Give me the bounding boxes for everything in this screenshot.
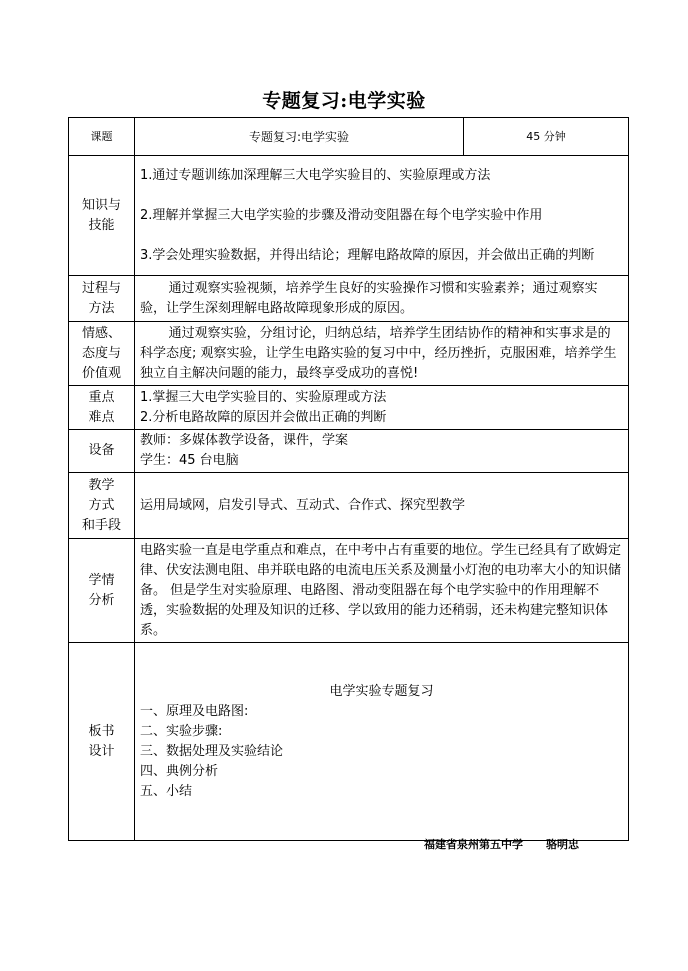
page-title: 专题复习:电学实验 bbox=[262, 90, 426, 112]
keypoint-item: 1.掌握三大电学实验目的、实验原理或方法 bbox=[140, 389, 387, 405]
board-item: 三、数据处理及实验结论 bbox=[140, 743, 284, 759]
row-analysis bbox=[69, 539, 629, 643]
keypoints-label bbox=[69, 386, 135, 430]
row-keypoints bbox=[69, 386, 629, 430]
board-item: 四、典例分析 bbox=[140, 763, 219, 779]
keypoint-item: 2.分析电路故障的原因并会做出正确的判断 bbox=[140, 409, 387, 425]
process-label bbox=[69, 276, 135, 322]
topic-label: 课题 bbox=[69, 118, 135, 156]
emotion-label bbox=[69, 322, 135, 386]
footer-author: 骆明忠 bbox=[545, 838, 579, 851]
method-label bbox=[69, 473, 135, 539]
row-topic bbox=[69, 118, 629, 156]
row-knowledge bbox=[69, 156, 629, 276]
board-item: 二、实验步骤: bbox=[140, 723, 223, 739]
knowledge-item: 2.理解并掌握三大电学实验的步骤及滑动变阻器在每个电学实验中作用 bbox=[140, 207, 543, 223]
equipment-content bbox=[135, 430, 629, 473]
board-content bbox=[135, 643, 629, 841]
equipment-label-text: 设备 bbox=[88, 443, 115, 458]
row-equipment bbox=[69, 430, 629, 473]
board-label bbox=[69, 643, 135, 841]
board-label-text: 板书 设计 bbox=[88, 723, 115, 759]
process-content bbox=[135, 276, 629, 322]
board-item: 一、原理及电路图: bbox=[140, 703, 249, 719]
analysis-label bbox=[69, 539, 135, 643]
emotion-text: 通过观察实验，分组讨论，归纳总结，培养学生团结协作的精神和实事求是的科学态度; 观察实验，让学生电路实验的复习中中，经历挫折，克服困难，培养学生独立自主解决问题的能力，最终享受成功的喜悦! bbox=[140, 325, 617, 381]
emotion-label-text: 情感、 态度与 价值观 bbox=[81, 325, 121, 381]
emotion-content bbox=[135, 322, 629, 386]
knowledge-label bbox=[69, 156, 135, 276]
knowledge-item: 3.学会处理实验数据，并得出结论；理解电路故障的原因，并会做出正确的判断 bbox=[140, 247, 595, 263]
board-item: 五、小结 bbox=[140, 783, 193, 799]
row-method bbox=[69, 473, 629, 539]
analysis-text: 电路实验一直是电学重点和难点，在中考中占有重要的地位。学生已经具有了欧姆定律、伏安法测电阻、串并联电路的电流电压关系及测量小灯泡的电功率大小的知识储备。 但是学生对实验原理、电路图、滑动变阻器在每个电学实验中的作用理解不透，实验数据的处理及知识的迁移、学以致用的能力还稍弱，还未构建完整知识体系。 bbox=[140, 542, 622, 638]
process-text: 通过观察实验视频，培养学生良好的实验操作习惯和实验素养；通过观察实验，让学生深刻理解电路故障现象形成的原因。 bbox=[140, 280, 598, 316]
knowledge-content bbox=[135, 156, 629, 276]
footer bbox=[424, 836, 579, 852]
row-board bbox=[69, 643, 629, 841]
row-emotion bbox=[69, 322, 629, 386]
lesson-plan-table bbox=[68, 117, 629, 841]
method-content bbox=[135, 473, 629, 539]
process-label-text: 过程与 方法 bbox=[81, 280, 121, 316]
equipment-item: 教师：多媒体教学设备，课件，学案 bbox=[140, 433, 349, 448]
equipment-item: 学生：45 台电脑 bbox=[140, 453, 239, 468]
analysis-label-text: 学情 分析 bbox=[88, 572, 115, 608]
method-text: 运用局域网，启发引导式、互动式、合作式、探究型教学 bbox=[140, 497, 466, 513]
knowledge-item: 1.通过专题训练加深理解三大电学实验目的、实验原理或方法 bbox=[140, 167, 491, 183]
knowledge-label-text: 知识与 技能 bbox=[81, 197, 121, 233]
footer-school: 福建省泉州第五中学 bbox=[424, 838, 523, 851]
equipment-label bbox=[69, 430, 135, 473]
keypoints-content bbox=[135, 386, 629, 430]
topic-value: 专题复习:电学实验 bbox=[135, 118, 464, 156]
method-label-text: 教学 方式 和手段 bbox=[81, 477, 121, 533]
keypoints-label-text: 重点 难点 bbox=[88, 389, 115, 425]
board-heading: 电学实验专题复习 bbox=[329, 683, 434, 699]
duration-value: 45 分钟 bbox=[464, 118, 629, 156]
analysis-content bbox=[135, 539, 629, 643]
row-process bbox=[69, 276, 629, 322]
